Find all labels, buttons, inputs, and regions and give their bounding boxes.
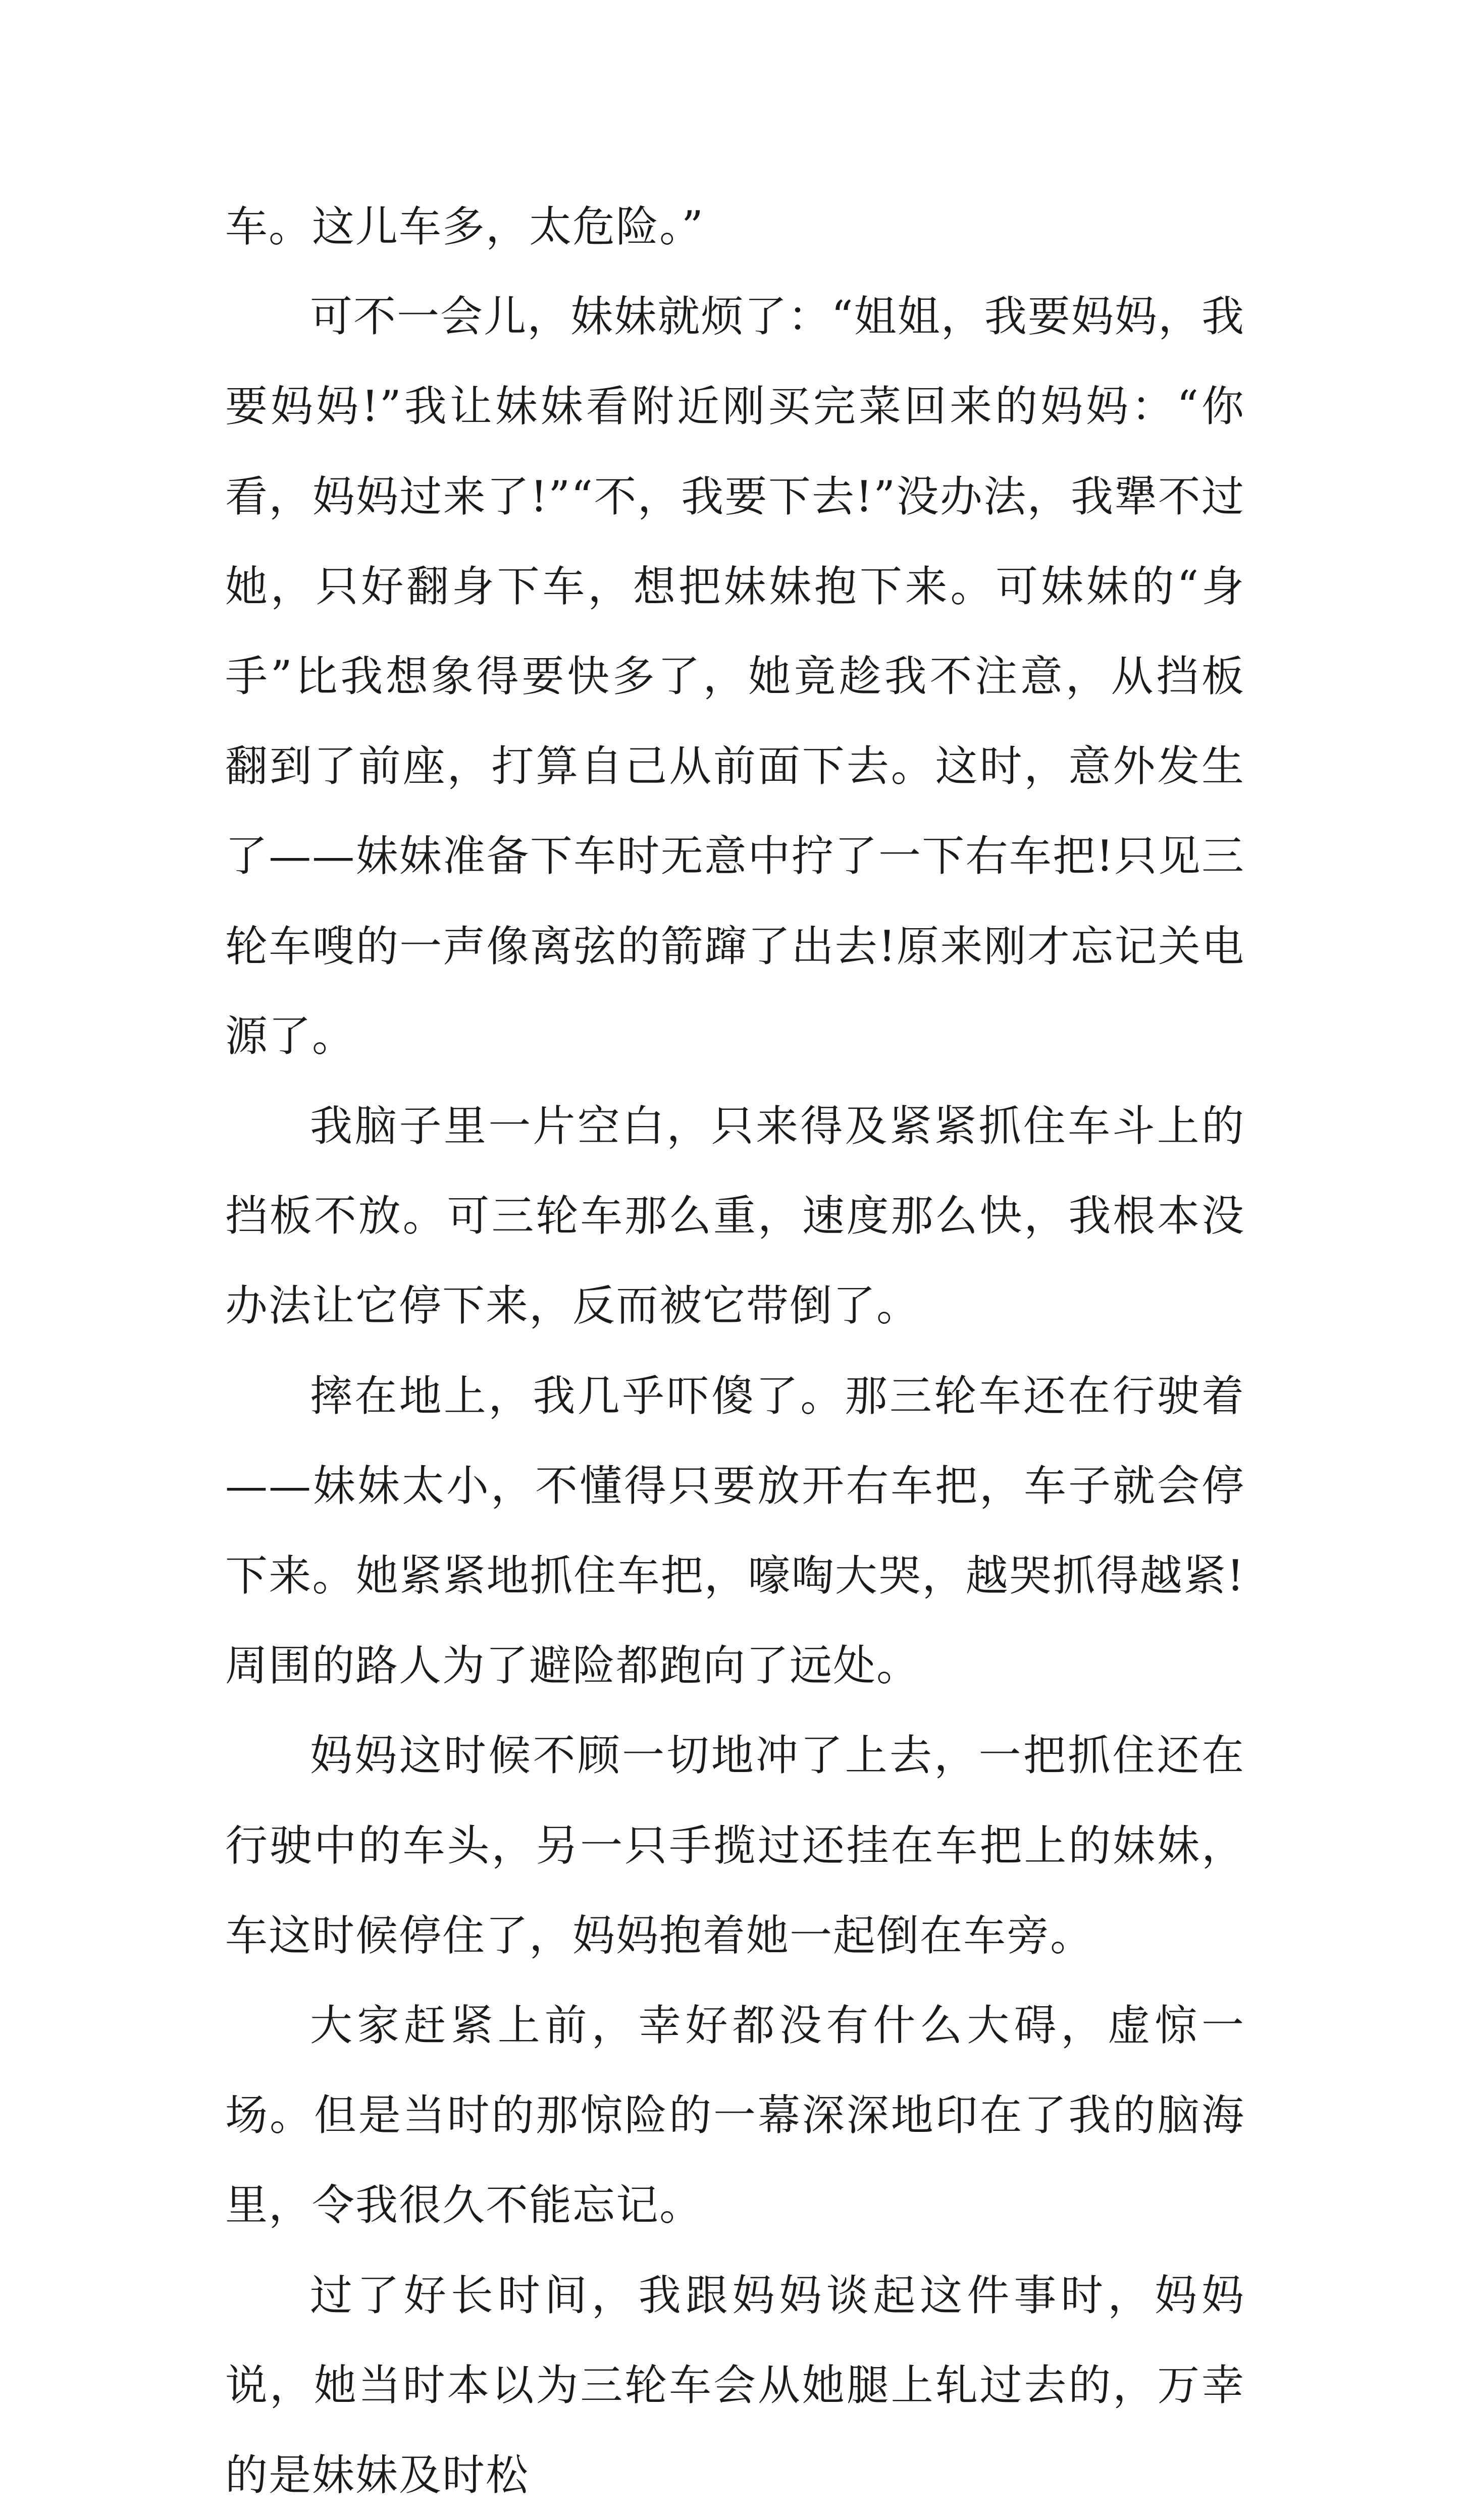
paragraph-3: 我脑子里一片空白，只来得及紧紧抓住车斗上的挡板不放。可三轮车那么重，速度那么快，我根本没办法让它停下来，反而被它带倒了。 (225, 1101, 1245, 1331)
body-text (225, 182, 1245, 2520)
paragraph-2: 可不一会儿，妹妹就烦了：“姐姐，我要妈妈，我要妈妈!”我让妹妹看附近刚买完菜回来的妈妈：“你看，妈妈过来了!”“不，我要下去!”没办法，我犟不过她，只好翻身下车，想把妹妹抱下来。可妹妹的“身手”比我想象得要快多了，她竟趁我不注意，从挡板翻到了前座，打算自己从前面下去。这时，意外发生了——妹妹准备下车时无意中拧了一下右车把!只见三轮车嗖的一声像离弦的箭蹿了出去!原来刚才忘记关电源了。 (225, 292, 1245, 1061)
paragraph-6: 大家赶紧上前，幸好都没有什么大碍，虚惊一场。但是当时的那惊险的一幕深深地印在了我的脑海里，令我很久不能忘记。 (225, 2001, 1245, 2230)
paragraph-1: 车。这儿车多，太危险。” (225, 202, 704, 251)
paragraph-4: 摔在地上，我几乎吓傻了。那三轮车还在行驶着——妹妹太小，不懂得只要放开右车把，车子就会停下来。她紧紧地抓住车把，嚎啕大哭，越哭抓得越紧!周围的路人为了避险都跑向了远处。 (225, 1371, 1245, 1691)
paragraph-5: 妈妈这时候不顾一切地冲了上去，一把抓住还在行驶中的车头，另一只手揽过还挂在车把上的妹妹，车这时候停住了，妈妈抱着她一起倒在车旁。 (225, 1731, 1245, 1960)
paragraph-7: 过了好长时间，我跟妈妈谈起这件事时，妈妈说，她当时本以为三轮车会从她腿上轧过去的，万幸的是妹妹及时松 (225, 2270, 1245, 2500)
